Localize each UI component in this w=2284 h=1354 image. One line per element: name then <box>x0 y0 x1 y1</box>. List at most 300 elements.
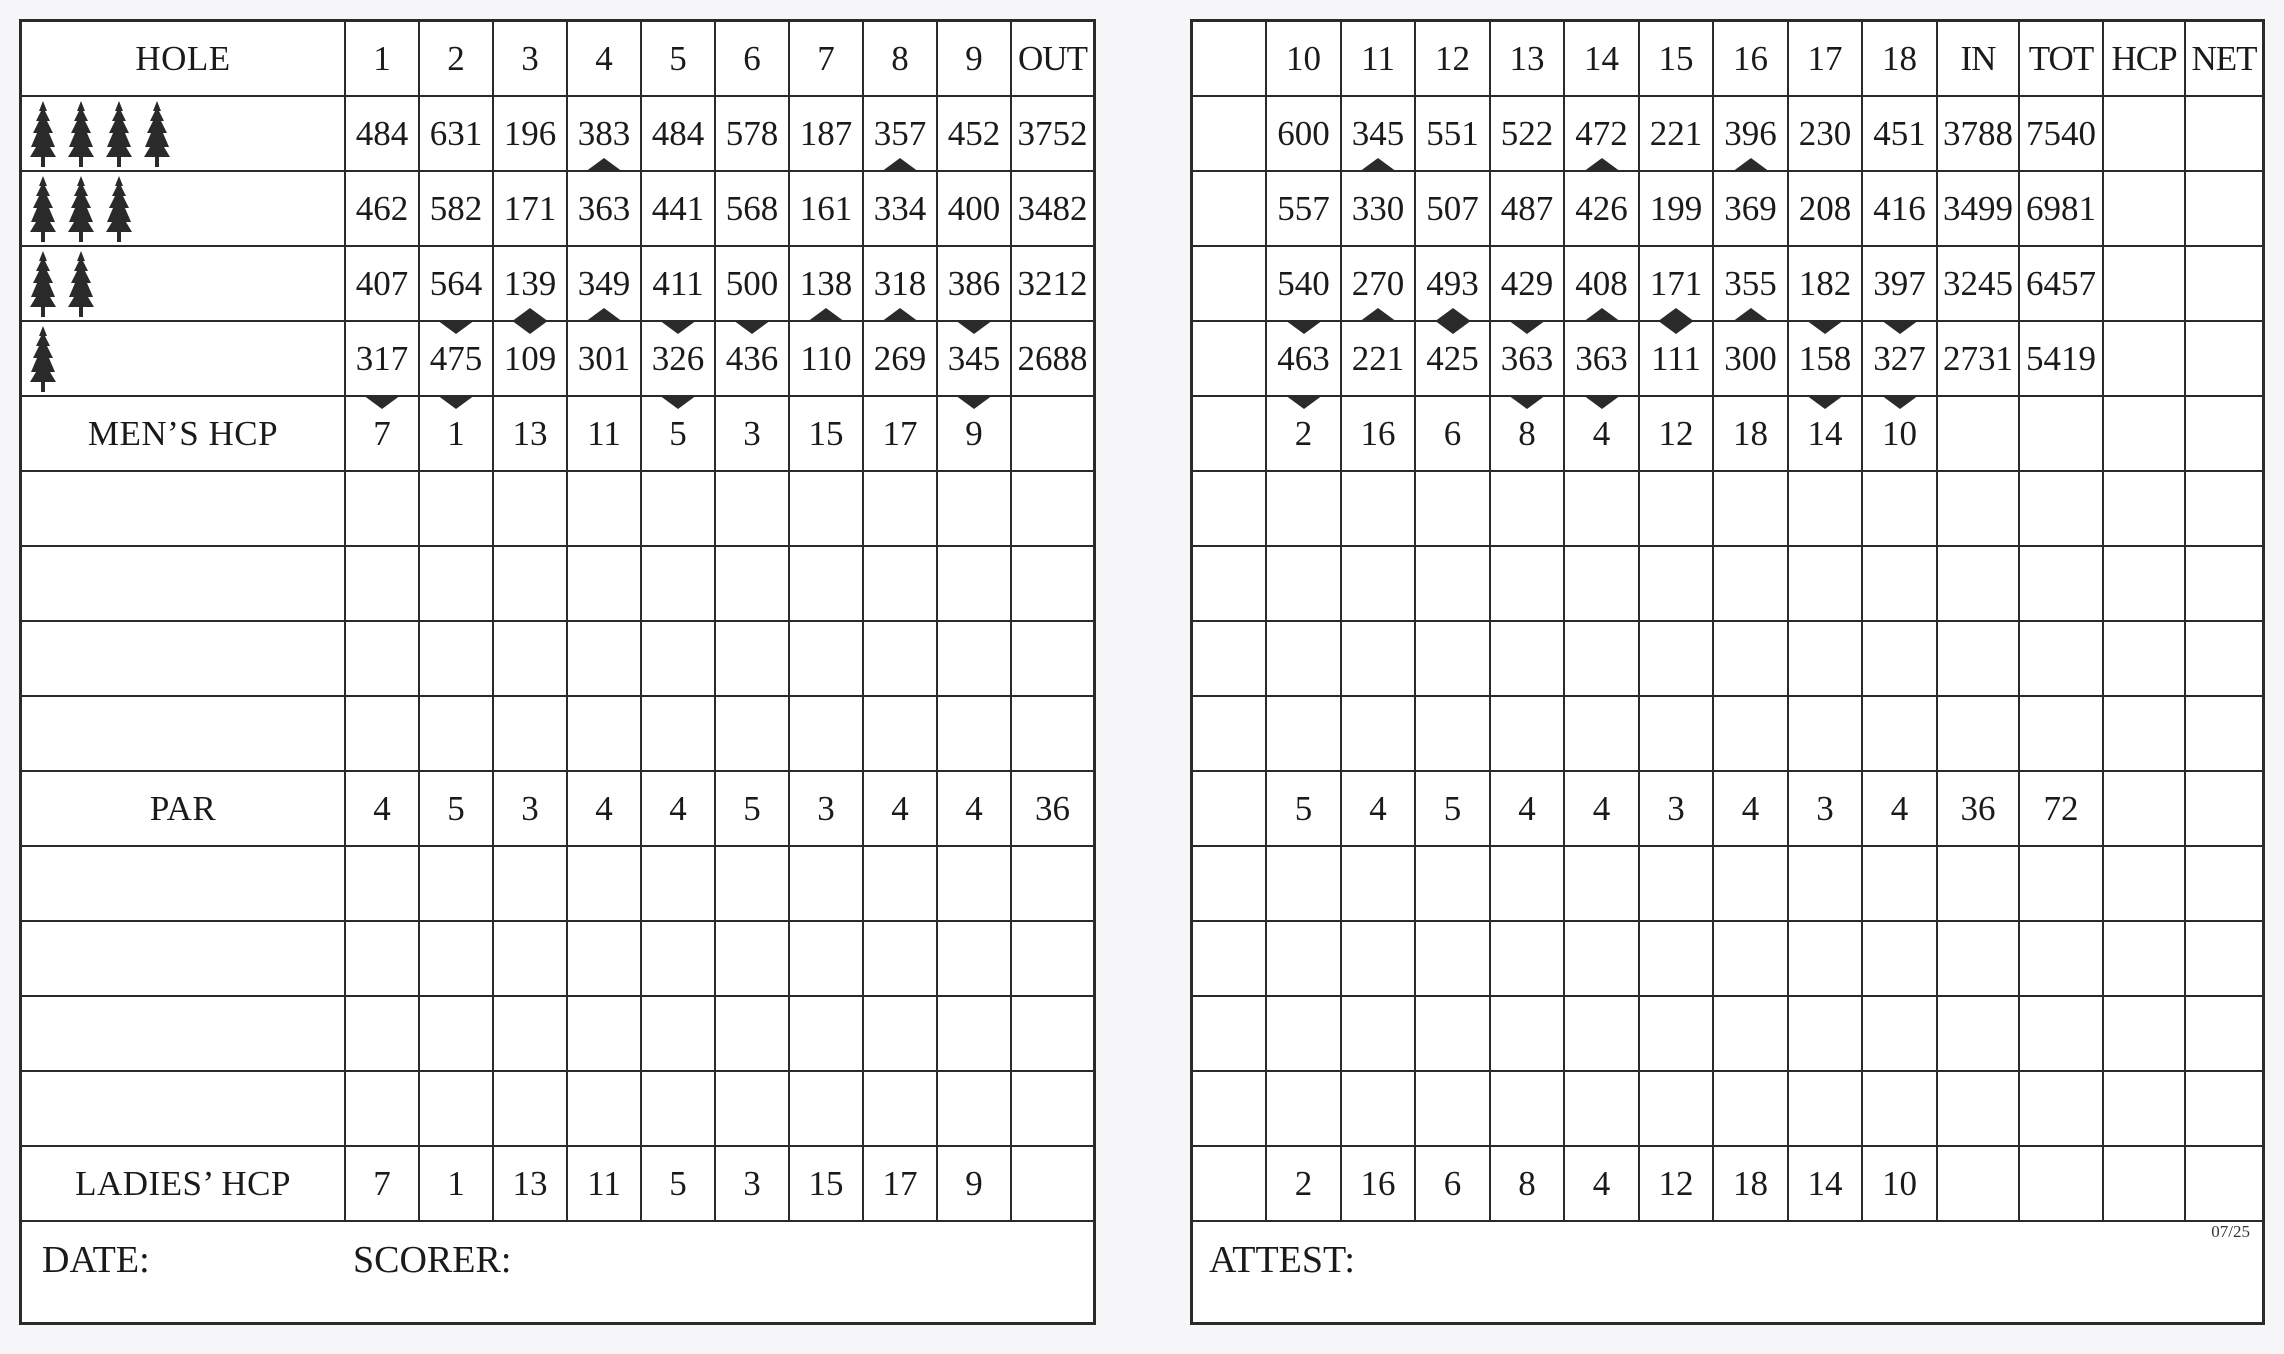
score-cell[interactable] <box>937 621 1011 696</box>
score-cell[interactable] <box>2185 1071 2262 1146</box>
out-yardage: 3212 <box>1011 246 1093 321</box>
score-cell[interactable] <box>863 996 937 1071</box>
score-cell[interactable] <box>2103 546 2185 621</box>
score-cell[interactable] <box>1713 846 1788 921</box>
score-cell[interactable] <box>1937 846 2019 921</box>
score-cell[interactable] <box>2103 696 2185 771</box>
score-cell[interactable] <box>493 696 567 771</box>
yardage-cell: 564 <box>419 246 493 321</box>
score-cell[interactable] <box>345 996 419 1071</box>
score-cell[interactable] <box>1937 921 2019 996</box>
score-cell[interactable] <box>345 471 419 546</box>
score-cell[interactable] <box>1862 996 1937 1071</box>
tee-row <box>1193 171 2262 246</box>
score-cell[interactable] <box>1639 471 1713 546</box>
score-cell[interactable] <box>419 1071 493 1146</box>
score-cell[interactable] <box>789 996 863 1071</box>
score-cell[interactable] <box>1788 996 1862 1071</box>
score-cell[interactable] <box>1193 1071 1266 1146</box>
yardage-cell: 557 <box>1266 171 1341 246</box>
score-cell[interactable] <box>2103 621 2185 696</box>
yardage-cell: 475 <box>419 321 493 396</box>
score-cell[interactable] <box>1490 1071 1564 1146</box>
ladies-hcp-value: 13 <box>493 1146 567 1221</box>
score-cell[interactable] <box>1788 846 1862 921</box>
player-name-cell[interactable] <box>22 1071 345 1146</box>
score-cell[interactable] <box>1639 1071 1713 1146</box>
score-cell[interactable] <box>863 546 937 621</box>
score-cell[interactable] <box>493 846 567 921</box>
score-cell[interactable] <box>1011 696 1093 771</box>
score-cell[interactable] <box>1862 621 1937 696</box>
score-cell[interactable] <box>1011 921 1093 996</box>
mens-hcp-value: 13 <box>493 396 567 471</box>
hole-row <box>1193 22 2262 96</box>
score-cell[interactable] <box>641 1071 715 1146</box>
score-cell[interactable] <box>1862 1071 1937 1146</box>
score-cell[interactable] <box>715 996 789 1071</box>
out-yardage: 3482 <box>1011 171 1093 246</box>
score-cell[interactable] <box>493 996 567 1071</box>
yardage-cell: 408 <box>1564 246 1639 321</box>
yardage-cell: 396 <box>1713 96 1788 171</box>
score-cell[interactable] <box>1193 696 1266 771</box>
score-cell[interactable] <box>937 1071 1011 1146</box>
score-cell[interactable] <box>2019 996 2103 1071</box>
score-cell[interactable] <box>345 621 419 696</box>
out-yardage: 3752 <box>1011 96 1093 171</box>
score-cell[interactable] <box>1788 471 1862 546</box>
score-cell[interactable] <box>715 921 789 996</box>
tee-marker-up <box>585 308 623 322</box>
score-cell[interactable] <box>2019 1071 2103 1146</box>
score-cell[interactable] <box>345 546 419 621</box>
player-score-row <box>22 996 1093 1071</box>
yardage-cell: 109 <box>493 321 567 396</box>
date-label: DATE: <box>42 1239 150 1281</box>
mens-hcp-value: 1 <box>419 396 493 471</box>
score-cell[interactable] <box>2185 546 2262 621</box>
score-cell[interactable] <box>1011 546 1093 621</box>
score-cell[interactable] <box>567 696 641 771</box>
score-cell[interactable] <box>863 846 937 921</box>
score-cell[interactable] <box>1564 621 1639 696</box>
score-cell[interactable] <box>1862 846 1937 921</box>
score-cell[interactable] <box>789 621 863 696</box>
par-value: 4 <box>567 771 641 846</box>
yardage-cell: 463 <box>1266 321 1341 396</box>
score-cell[interactable] <box>1341 621 1415 696</box>
score-cell[interactable] <box>1862 546 1937 621</box>
score-cell[interactable] <box>1564 546 1639 621</box>
player-name-cell[interactable] <box>22 621 345 696</box>
score-cell[interactable] <box>2103 846 2185 921</box>
score-cell[interactable] <box>1266 996 1341 1071</box>
player-score-row <box>22 471 1093 546</box>
score-cell[interactable] <box>1341 996 1415 1071</box>
score-cell[interactable] <box>715 846 789 921</box>
mens-hcp-value: 12 <box>1639 396 1713 471</box>
score-cell[interactable] <box>1788 1071 1862 1146</box>
score-cell[interactable] <box>345 696 419 771</box>
ladies-hcp-value: 14 <box>1788 1146 1862 1221</box>
score-cell[interactable] <box>641 921 715 996</box>
score-cell[interactable] <box>2019 696 2103 771</box>
tee-tree-icon <box>28 101 58 167</box>
score-cell[interactable] <box>493 621 567 696</box>
hole-number: 16 <box>1713 22 1788 96</box>
mens-hcp-value: 2 <box>1266 396 1341 471</box>
tot-yardage: 6981 <box>2019 171 2103 246</box>
score-cell[interactable] <box>715 546 789 621</box>
score-cell[interactable] <box>1490 621 1564 696</box>
score-cell[interactable] <box>789 846 863 921</box>
hcp-cell[interactable] <box>2103 246 2185 321</box>
score-cell[interactable] <box>1713 921 1788 996</box>
hole-number: 4 <box>567 22 641 96</box>
front-footer <box>22 1222 1093 1294</box>
score-cell[interactable] <box>419 621 493 696</box>
score-cell[interactable] <box>1713 996 1788 1071</box>
ladies-hcp-value: 3 <box>715 1146 789 1221</box>
score-cell[interactable] <box>1713 621 1788 696</box>
score-cell[interactable] <box>715 471 789 546</box>
score-cell[interactable] <box>1564 471 1639 546</box>
score-cell[interactable] <box>1266 621 1341 696</box>
yardage-cell: 363 <box>1490 321 1564 396</box>
player-score-row <box>22 546 1093 621</box>
tee-marker-up <box>881 158 919 172</box>
mens-hcp-value: 3 <box>715 396 789 471</box>
score-cell[interactable] <box>493 546 567 621</box>
score-cell[interactable] <box>345 921 419 996</box>
score-cell[interactable] <box>1415 846 1490 921</box>
score-cell[interactable] <box>2103 1071 2185 1146</box>
score-cell[interactable] <box>1193 921 1266 996</box>
score-cell[interactable] <box>1266 471 1341 546</box>
score-cell[interactable] <box>1193 846 1266 921</box>
score-cell[interactable] <box>1341 546 1415 621</box>
score-cell[interactable] <box>2019 921 2103 996</box>
yardage-cell: 357 <box>863 96 937 171</box>
score-cell[interactable] <box>1011 996 1093 1071</box>
score-cell[interactable] <box>2019 546 2103 621</box>
score-cell[interactable] <box>2185 846 2262 921</box>
ladies-hcp-value: 2 <box>1266 1146 1341 1221</box>
score-cell[interactable] <box>789 1071 863 1146</box>
score-cell[interactable] <box>1341 471 1415 546</box>
score-cell[interactable] <box>419 696 493 771</box>
score-cell[interactable] <box>419 546 493 621</box>
score-cell[interactable] <box>789 921 863 996</box>
score-cell[interactable] <box>1639 921 1713 996</box>
score-cell[interactable] <box>863 471 937 546</box>
score-cell[interactable] <box>2185 921 2262 996</box>
tot-yardage: 5419 <box>2019 321 2103 396</box>
score-cell[interactable] <box>937 546 1011 621</box>
ladies-hcp-value: 18 <box>1713 1146 1788 1221</box>
par-value: 4 <box>1713 771 1788 846</box>
score-cell[interactable] <box>1490 996 1564 1071</box>
score-cell[interactable] <box>1490 471 1564 546</box>
net-cell[interactable] <box>2185 321 2262 396</box>
score-cell[interactable] <box>2103 996 2185 1071</box>
par-row <box>22 771 1093 846</box>
score-cell[interactable] <box>1193 471 1266 546</box>
score-cell[interactable] <box>1937 1071 2019 1146</box>
score-cell[interactable] <box>419 846 493 921</box>
empty-cell <box>2185 396 2262 471</box>
yardage-cell: 349 <box>567 246 641 321</box>
score-cell[interactable] <box>1490 846 1564 921</box>
tee-tree-icon <box>142 101 172 167</box>
hole-row <box>22 22 1093 96</box>
tee-marker-up <box>1583 308 1621 322</box>
yardage-cell: 400 <box>937 171 1011 246</box>
score-cell[interactable] <box>641 846 715 921</box>
score-cell[interactable] <box>1415 1071 1490 1146</box>
score-cell[interactable] <box>863 621 937 696</box>
score-cell[interactable] <box>1862 921 1937 996</box>
tee-row <box>1193 246 2262 321</box>
score-cell[interactable] <box>1713 1071 1788 1146</box>
score-cell[interactable] <box>2019 471 2103 546</box>
player-name-cell[interactable] <box>22 696 345 771</box>
in-yardage: 2731 <box>1937 321 2019 396</box>
score-cell[interactable] <box>567 846 641 921</box>
score-cell[interactable] <box>863 696 937 771</box>
yardage-cell: 416 <box>1862 171 1937 246</box>
yardage-cell: 441 <box>641 171 715 246</box>
tee-icon-cell <box>22 321 345 396</box>
score-cell[interactable] <box>419 921 493 996</box>
tee-tree-icon <box>104 176 134 242</box>
score-cell[interactable] <box>1266 846 1341 921</box>
mens-hcp-label: MEN’S HCP <box>22 396 345 471</box>
score-cell[interactable] <box>789 471 863 546</box>
yardage-cell: 182 <box>1788 246 1862 321</box>
score-cell[interactable] <box>863 921 937 996</box>
score-cell[interactable] <box>937 921 1011 996</box>
score-cell[interactable] <box>1490 696 1564 771</box>
score-cell[interactable] <box>789 546 863 621</box>
print-code: 07/25 <box>2211 1222 2250 1241</box>
score-cell[interactable] <box>1011 846 1093 921</box>
score-cell[interactable] <box>1937 996 2019 1071</box>
score-cell[interactable] <box>1011 621 1093 696</box>
player-name-cell[interactable] <box>22 996 345 1071</box>
player-name-cell[interactable] <box>22 546 345 621</box>
score-cell[interactable] <box>567 471 641 546</box>
ladies-hcp-value: 1 <box>419 1146 493 1221</box>
yardage-cell: 221 <box>1341 321 1415 396</box>
score-cell[interactable] <box>1564 996 1639 1071</box>
score-cell[interactable] <box>1266 546 1341 621</box>
score-cell[interactable] <box>1193 546 1266 621</box>
tee-tree-icon <box>28 251 58 317</box>
empty-cell <box>1937 396 2019 471</box>
score-cell[interactable] <box>1713 696 1788 771</box>
score-cell[interactable] <box>419 471 493 546</box>
hole-label: HOLE <box>22 22 345 96</box>
yardage-cell: 383 <box>567 96 641 171</box>
score-cell[interactable] <box>419 996 493 1071</box>
score-cell[interactable] <box>2103 921 2185 996</box>
par-value: 5 <box>419 771 493 846</box>
tot-yardage: 7540 <box>2019 96 2103 171</box>
score-cell[interactable] <box>1266 921 1341 996</box>
net-cell[interactable] <box>2185 171 2262 246</box>
score-cell[interactable] <box>1341 921 1415 996</box>
score-cell[interactable] <box>1564 921 1639 996</box>
score-cell[interactable] <box>1193 996 1266 1071</box>
score-cell[interactable] <box>493 921 567 996</box>
score-cell[interactable] <box>345 846 419 921</box>
ladies-hcp-value: 4 <box>1564 1146 1639 1221</box>
yardage-cell: 578 <box>715 96 789 171</box>
score-cell[interactable] <box>1639 996 1713 1071</box>
hcp-cell[interactable] <box>2103 96 2185 171</box>
score-cell[interactable] <box>1490 546 1564 621</box>
score-cell[interactable] <box>1266 1071 1341 1146</box>
score-cell[interactable] <box>641 696 715 771</box>
score-cell[interactable] <box>715 1071 789 1146</box>
score-cell[interactable] <box>2185 996 2262 1071</box>
score-cell[interactable] <box>937 471 1011 546</box>
score-cell[interactable] <box>493 1071 567 1146</box>
score-cell[interactable] <box>1415 546 1490 621</box>
hcp-cell[interactable] <box>2103 321 2185 396</box>
score-cell[interactable] <box>2019 846 2103 921</box>
score-cell[interactable] <box>567 996 641 1071</box>
score-cell[interactable] <box>1862 471 1937 546</box>
par-value: 4 <box>1862 771 1937 846</box>
mens-hcp-value: 7 <box>345 396 419 471</box>
tee-row <box>1193 321 2262 396</box>
net-cell[interactable] <box>2185 246 2262 321</box>
score-cell[interactable] <box>1639 846 1713 921</box>
player-name-cell[interactable] <box>22 471 345 546</box>
score-cell[interactable] <box>1415 996 1490 1071</box>
score-cell[interactable] <box>1415 921 1490 996</box>
yardage-cell: 317 <box>345 321 419 396</box>
attest-label: ATTEST: <box>1209 1239 1355 1281</box>
score-cell[interactable] <box>1639 696 1713 771</box>
score-cell[interactable] <box>715 621 789 696</box>
score-cell[interactable] <box>1639 546 1713 621</box>
score-cell[interactable] <box>1564 846 1639 921</box>
score-cell[interactable] <box>937 846 1011 921</box>
score-cell[interactable] <box>1266 696 1341 771</box>
score-cell[interactable] <box>567 921 641 996</box>
scorer-label: SCORER: <box>353 1239 512 1281</box>
score-cell[interactable] <box>1011 1071 1093 1146</box>
score-cell[interactable] <box>1713 471 1788 546</box>
score-cell[interactable] <box>1415 621 1490 696</box>
score-cell[interactable] <box>567 1071 641 1146</box>
tee-marker-up <box>807 308 845 322</box>
score-cell[interactable] <box>1937 621 2019 696</box>
score-cell[interactable] <box>567 621 641 696</box>
mens-hcp-value: 11 <box>567 396 641 471</box>
score-cell[interactable] <box>1788 696 1862 771</box>
yardage-cell: 452 <box>937 96 1011 171</box>
score-cell[interactable] <box>641 546 715 621</box>
score-cell[interactable] <box>1564 696 1639 771</box>
score-cell[interactable] <box>1011 471 1093 546</box>
tee-marker-up <box>1657 308 1695 322</box>
tee-marker-up <box>1359 158 1397 172</box>
score-cell[interactable] <box>567 546 641 621</box>
score-cell[interactable] <box>715 696 789 771</box>
yardage-cell: 110 <box>789 321 863 396</box>
hcp-cell[interactable] <box>2103 171 2185 246</box>
score-cell[interactable] <box>1341 1071 1415 1146</box>
score-cell[interactable] <box>2185 696 2262 771</box>
score-cell[interactable] <box>1193 621 1266 696</box>
score-cell[interactable] <box>1788 921 1862 996</box>
player-name-cell[interactable] <box>22 846 345 921</box>
score-cell[interactable] <box>2185 471 2262 546</box>
score-cell[interactable] <box>641 471 715 546</box>
ladies-hcp-value: 12 <box>1639 1146 1713 1221</box>
score-cell[interactable] <box>789 696 863 771</box>
score-cell[interactable] <box>1415 471 1490 546</box>
score-cell[interactable] <box>2185 621 2262 696</box>
score-cell[interactable] <box>1862 696 1937 771</box>
score-cell[interactable] <box>2019 621 2103 696</box>
score-cell[interactable] <box>1341 696 1415 771</box>
player-score-row <box>1193 471 2262 546</box>
blank-label-cell <box>1193 771 1266 846</box>
score-cell[interactable] <box>1639 621 1713 696</box>
par-value: 4 <box>641 771 715 846</box>
tee-marker-up <box>585 158 623 172</box>
out-yardage: 2688 <box>1011 321 1093 396</box>
yardage-cell: 472 <box>1564 96 1639 171</box>
score-cell[interactable] <box>641 996 715 1071</box>
ladies-hcp-value: 5 <box>641 1146 715 1221</box>
net-cell[interactable] <box>2185 96 2262 171</box>
score-cell[interactable] <box>345 1071 419 1146</box>
score-cell[interactable] <box>2103 471 2185 546</box>
score-cell[interactable] <box>937 996 1011 1071</box>
hole-number: 2 <box>419 22 493 96</box>
score-cell[interactable] <box>863 1071 937 1146</box>
score-cell[interactable] <box>493 471 567 546</box>
yardage-cell: 631 <box>419 96 493 171</box>
yardage-cell: 301 <box>567 321 641 396</box>
score-cell[interactable] <box>1415 696 1490 771</box>
score-cell[interactable] <box>1937 546 2019 621</box>
score-cell[interactable] <box>1713 546 1788 621</box>
score-cell[interactable] <box>1937 471 2019 546</box>
score-cell[interactable] <box>1937 696 2019 771</box>
score-cell[interactable] <box>641 621 715 696</box>
score-cell[interactable] <box>1564 1071 1639 1146</box>
player-name-cell[interactable] <box>22 921 345 996</box>
ladies-hcp-row <box>22 1146 1093 1221</box>
score-cell[interactable] <box>1490 921 1564 996</box>
score-cell[interactable] <box>937 696 1011 771</box>
mens-hcp-value: 5 <box>641 396 715 471</box>
score-cell[interactable] <box>1788 621 1862 696</box>
out-label: OUT <box>1011 22 1093 96</box>
score-cell[interactable] <box>1341 846 1415 921</box>
player-score-row <box>22 621 1093 696</box>
score-cell[interactable] <box>1788 546 1862 621</box>
tee-row <box>22 171 1093 246</box>
